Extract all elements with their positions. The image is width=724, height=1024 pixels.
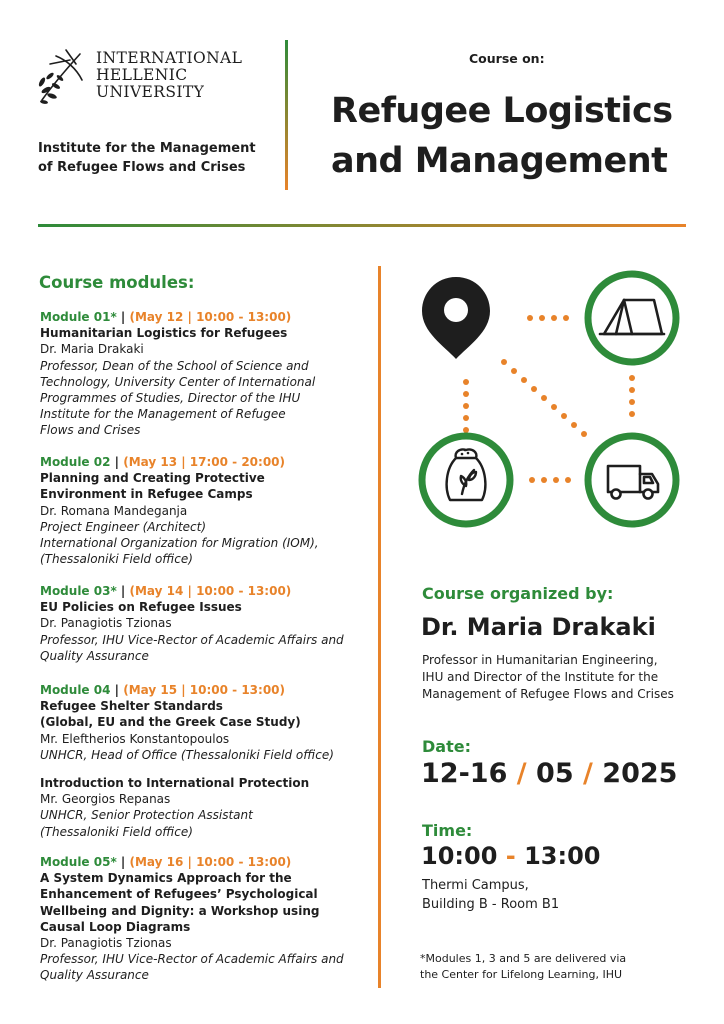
date-days: 12-16 [421, 758, 508, 789]
organizer-description-line: IHU and Director of the Institute for the [422, 670, 659, 684]
footnote [420, 951, 626, 983]
time-dash: - [497, 842, 525, 870]
module-schedule: (May 13 | 17:00 - 20:00) [123, 455, 286, 469]
module-spacer [40, 763, 370, 775]
institute-name [38, 139, 256, 177]
module-03 [40, 583, 370, 664]
tent-icon [588, 274, 676, 362]
time-label: Time: [422, 821, 473, 840]
module-header [40, 583, 370, 599]
location-pin-icon [422, 277, 490, 359]
lecturer-role: Quality Assurance [40, 968, 149, 983]
module-label: Module 05* [40, 855, 117, 869]
university-name-line: HELLENIC [96, 66, 188, 84]
lecturer-role: Technology, University Center of International [40, 374, 316, 389]
lecturer-role: Flows and Crises [40, 423, 141, 438]
module-extra-name: Introduction to International Protection [40, 776, 310, 791]
module-name: Humanitarian Logistics for Refugees [40, 326, 288, 341]
module-lecturer: Dr. Maria Drakaki [40, 342, 144, 357]
lecturer-role: Professor, Dean of the School of Science and [40, 358, 309, 373]
module-name: A System Dynamics Approach for the [40, 871, 292, 886]
organizer-label: Course organized by: [422, 584, 614, 603]
module-schedule: (May 12 | 10:00 - 13:00) [129, 310, 292, 324]
lecturer-role: Programmes of Studies, Director of the IHU [40, 391, 301, 406]
module-separator: | [110, 455, 124, 469]
module-schedule: (May 15 | 10:00 - 13:00) [123, 683, 286, 697]
header-divider [285, 40, 288, 190]
module-label: Module 01* [40, 310, 117, 324]
date-slash: / [507, 758, 537, 789]
university-name-line: INTERNATIONAL [96, 49, 243, 67]
module-name: Causal Loop Diagrams [40, 919, 191, 934]
module-01 [40, 309, 370, 439]
lecturer-role: International Organization for Migration (IOM), [40, 536, 319, 551]
module-schedule: (May 16 | 10:00 - 13:00) [129, 855, 292, 869]
date-label: Date: [422, 737, 471, 756]
module-lecturer: Dr. Romana Mandeganja [40, 503, 188, 518]
date-value [421, 758, 677, 789]
organizer-description-line: Professor in Humanitarian Engineering, [422, 653, 658, 667]
column-divider [378, 266, 381, 988]
venue-line: Thermi Campus, [422, 878, 529, 893]
lecturer-role: (Thessaloniki Field office) [40, 552, 193, 567]
module-separator: | [116, 310, 130, 324]
organizer-description-line: Management of Refugee Flows and Crises [422, 687, 674, 701]
lecturer-role: Project Engineer (Architect) [40, 519, 207, 534]
module-name: Environment in Refugee Camps [40, 487, 253, 502]
module-lecturer: Dr. Panagiotis Tzionas [40, 616, 172, 631]
lecturer-role: Institute for the Management of Refugee [40, 407, 286, 422]
module-02 [40, 454, 370, 567]
module-separator: | [116, 855, 130, 869]
university-name-line: UNIVERSITY [96, 83, 205, 101]
module-lecturer: Mr. Eleftherios Konstantopoulos [40, 731, 230, 746]
module-04 [40, 682, 370, 840]
time-value [421, 842, 600, 870]
module-schedule: (May 14 | 10:00 - 13:00) [129, 584, 292, 598]
time-start: 10:00 [421, 842, 498, 870]
course-title-line: Refugee Logistics [331, 91, 673, 131]
logistics-network-graphic [418, 262, 690, 534]
lecturer-role: Quality Assurance [40, 648, 149, 663]
organizer-name: Dr. Maria Drakaki [421, 613, 656, 641]
institute-name-line: Institute for the Management [38, 141, 256, 156]
institute-name-line: of Refugee Flows and Crises [38, 160, 246, 175]
truck-icon [588, 436, 676, 524]
module-label: Module 04 [40, 683, 111, 697]
time-end: 13:00 [524, 842, 601, 870]
footnote-line: the Center for Lifelong Learning, IHU [420, 968, 623, 981]
module-label: Module 03* [40, 584, 117, 598]
date-slash: / [573, 758, 603, 789]
module-name: Enhancement of Refugees’ Psychological [40, 887, 318, 902]
venue [422, 876, 559, 914]
footnote-line: *Modules 1, 3 and 5 are delivered via [420, 952, 627, 965]
module-name: (Global, EU and the Greek Case Study) [40, 715, 301, 730]
module-name: EU Policies on Refugee Issues [40, 600, 242, 615]
organizer-description [422, 652, 674, 703]
module-header [40, 454, 370, 470]
module-name: Planning and Creating Protective [40, 471, 265, 486]
module-header [40, 682, 370, 698]
lecturer-role: Professor, IHU Vice-Rector of Academic Affairs and [40, 952, 344, 967]
lecturer-role: UNHCR, Head of Office (Thessaloniki Field office) [40, 747, 334, 762]
module-extra-lecturer: Mr. Georgios Repanas [40, 792, 171, 807]
university-logo [36, 46, 266, 106]
date-year: 2025 [602, 758, 678, 789]
course-on-label: Course on: [469, 51, 545, 66]
university-name [96, 50, 242, 101]
course-title-line: and Management [331, 141, 668, 181]
module-header [40, 854, 370, 870]
lecturer-role: UNHCR, Senior Protection Assistant [40, 808, 253, 823]
module-05 [40, 854, 370, 984]
venue-line: Building B - Room B1 [422, 897, 560, 912]
header-rule [38, 224, 686, 227]
date-month: 05 [536, 758, 574, 789]
module-separator: | [116, 584, 130, 598]
course-title [331, 86, 673, 186]
lecturer-role: Professor, IHU Vice-Rector of Academic Affairs and [40, 632, 344, 647]
module-label: Module 02 [40, 455, 111, 469]
grain-sack-icon [422, 436, 510, 524]
olive-branch-logo-icon [36, 46, 88, 106]
modules-title: Course modules: [39, 273, 195, 292]
module-separator: | [110, 683, 124, 697]
module-header [40, 309, 370, 325]
module-name: Refugee Shelter Standards [40, 699, 223, 714]
module-lecturer: Dr. Panagiotis Tzionas [40, 936, 172, 951]
module-name: Wellbeing and Dignity: a Workshop using [40, 903, 320, 918]
lecturer-role: (Thessaloniki Field office) [40, 824, 193, 839]
